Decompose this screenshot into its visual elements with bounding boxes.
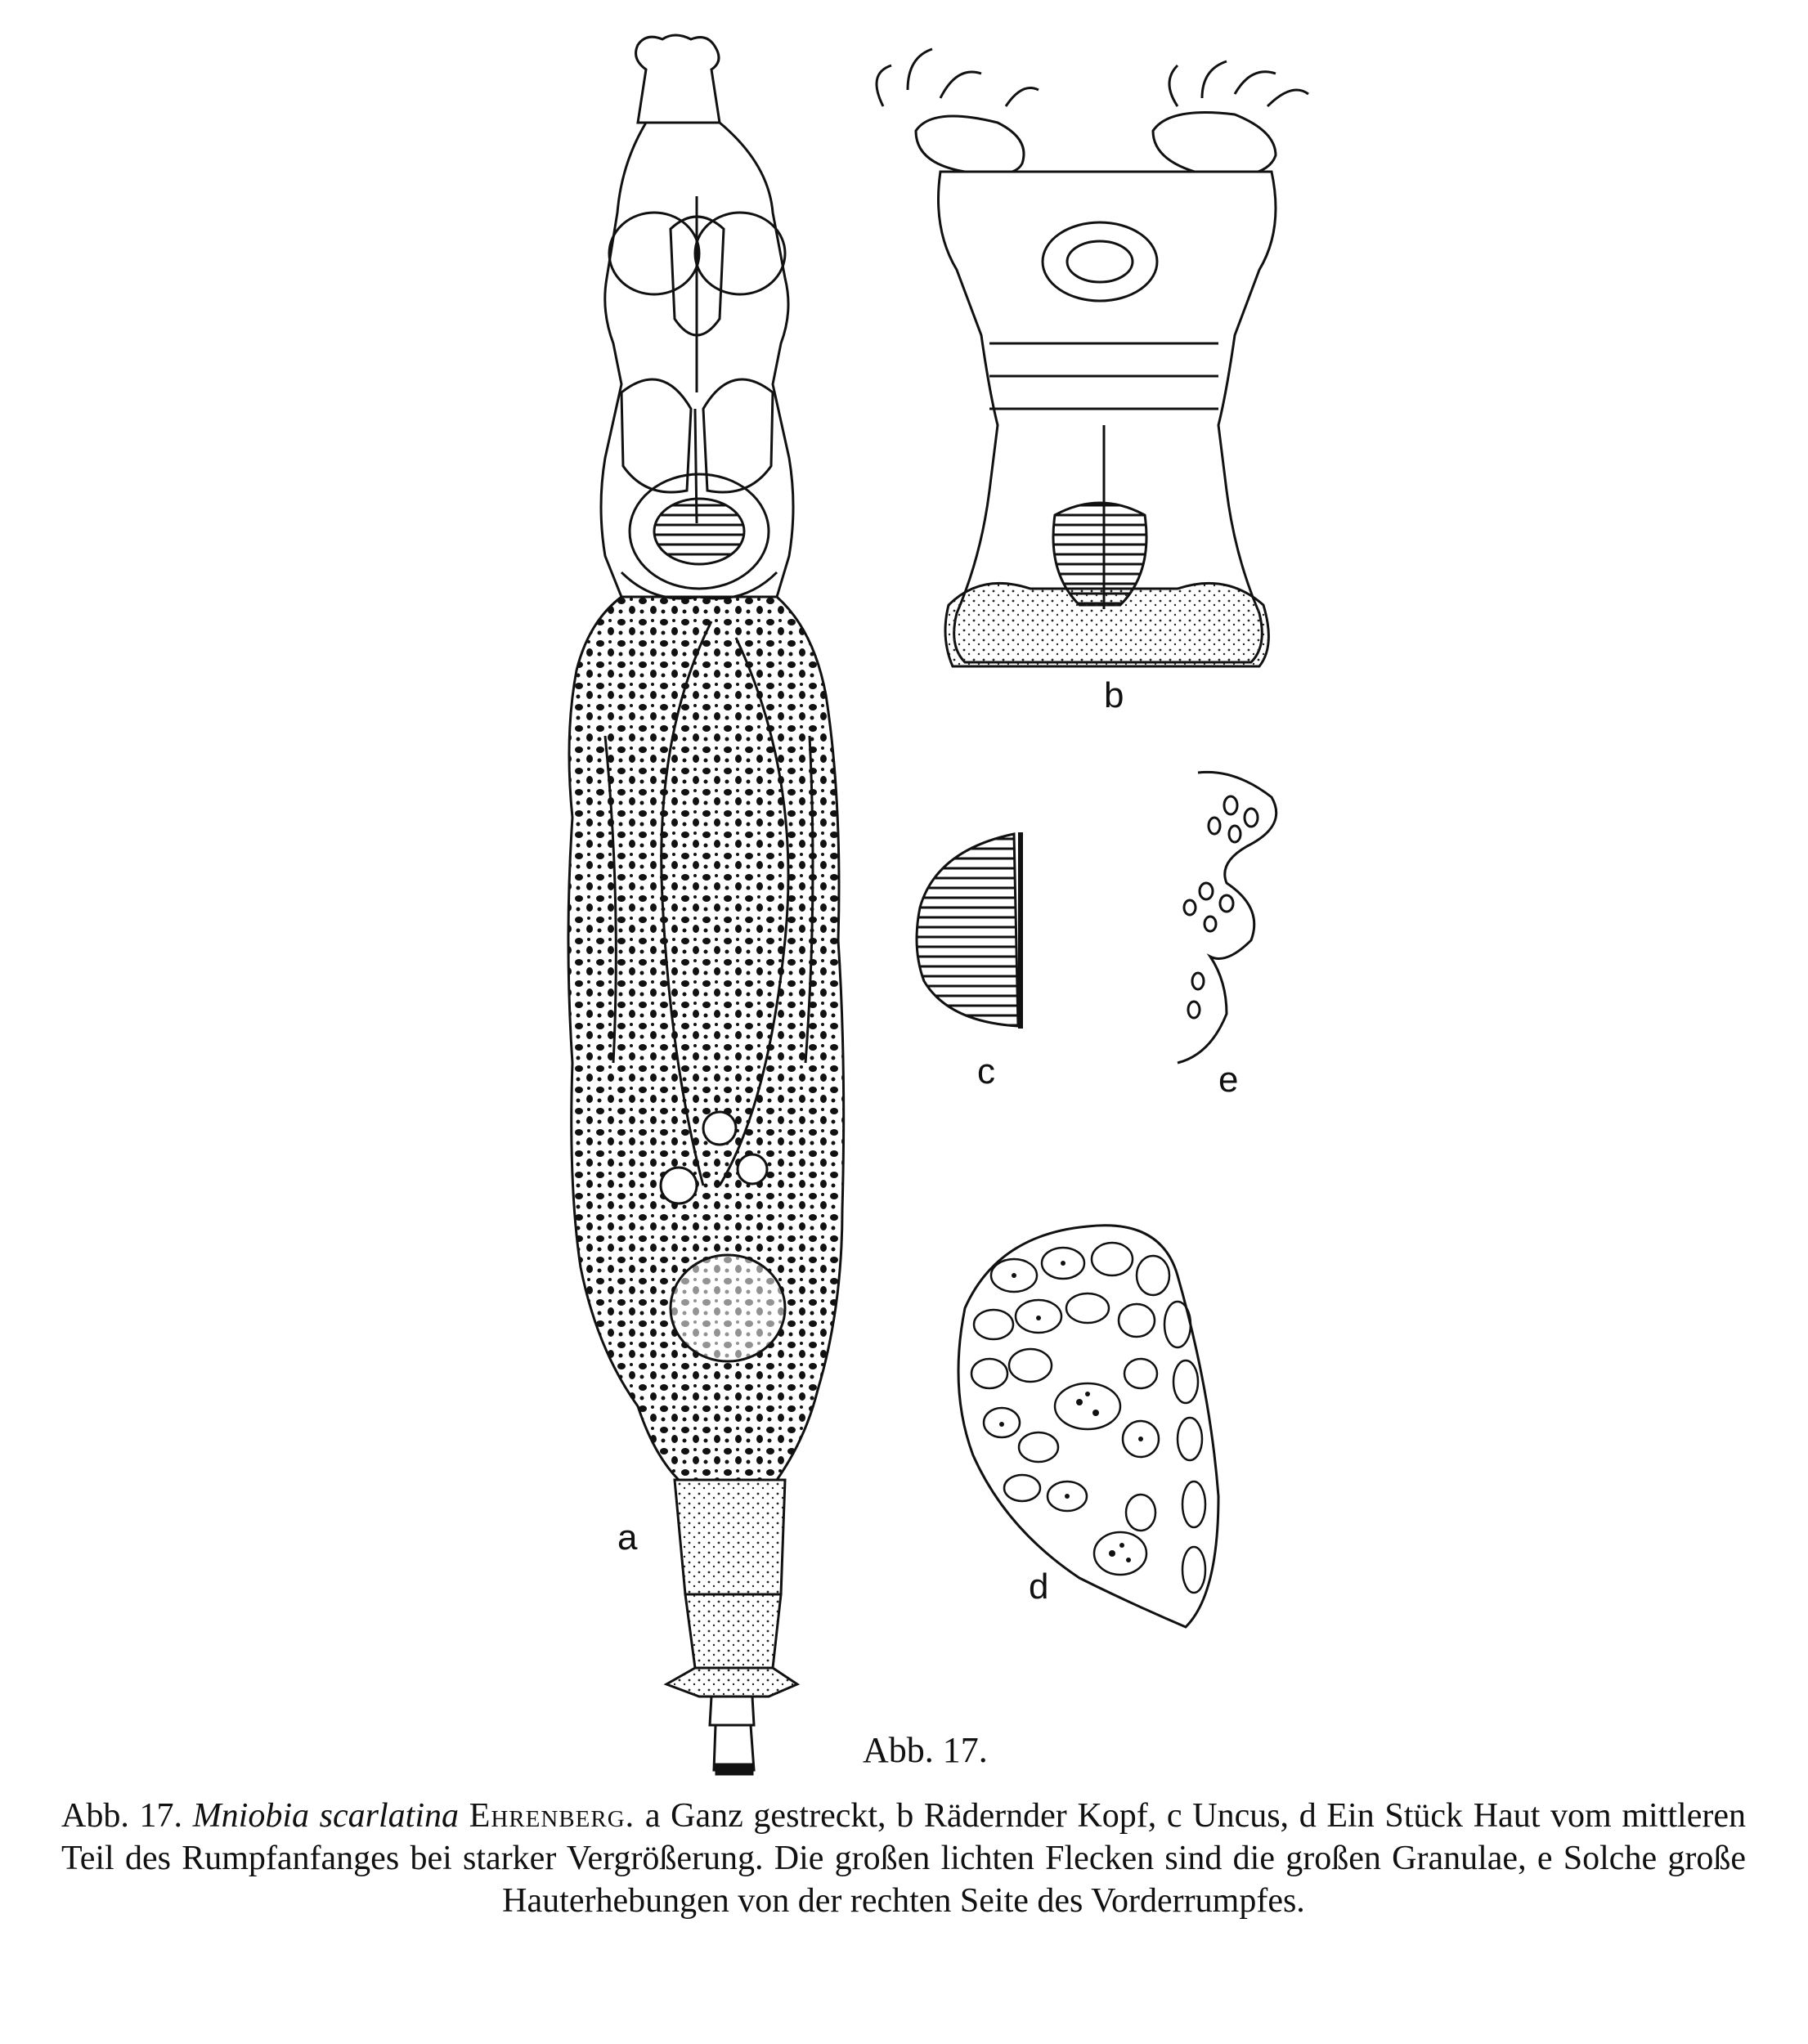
caption-prefix: Abb. 17.	[61, 1797, 183, 1835]
label-d: d	[1029, 1567, 1049, 1607]
caption-species: Mniobia scarlatina	[192, 1797, 460, 1835]
figure-caption	[61, 1795, 1746, 1922]
label-a: a	[617, 1517, 638, 1558]
specimen-b-drawing	[877, 49, 1308, 666]
specimen-a-drawing	[568, 35, 844, 1774]
specimen-d-drawing	[958, 1226, 1218, 1627]
label-b: b	[1104, 675, 1124, 715]
label-c: c	[977, 1051, 995, 1091]
caption-author: Ehrenberg.	[469, 1797, 635, 1835]
figure-number: Abb. 17.	[863, 1730, 988, 1770]
label-e: e	[1218, 1060, 1239, 1100]
caption-text: a Ganz gestreckt, b Rädernder Kopf, c Uncus, d Ein Stück Haut vom mittleren Teil des Rumpfanfanges bei starker Vergrößerung. Die großen lichten Flecken sind die großen Granulae, e Solche große Hauterhebungen von der rechten Seite des Vorderrumpfes.	[61, 1797, 1746, 1920]
specimen-c-drawing	[917, 832, 1021, 1029]
specimen-e-drawing	[1178, 772, 1276, 1063]
